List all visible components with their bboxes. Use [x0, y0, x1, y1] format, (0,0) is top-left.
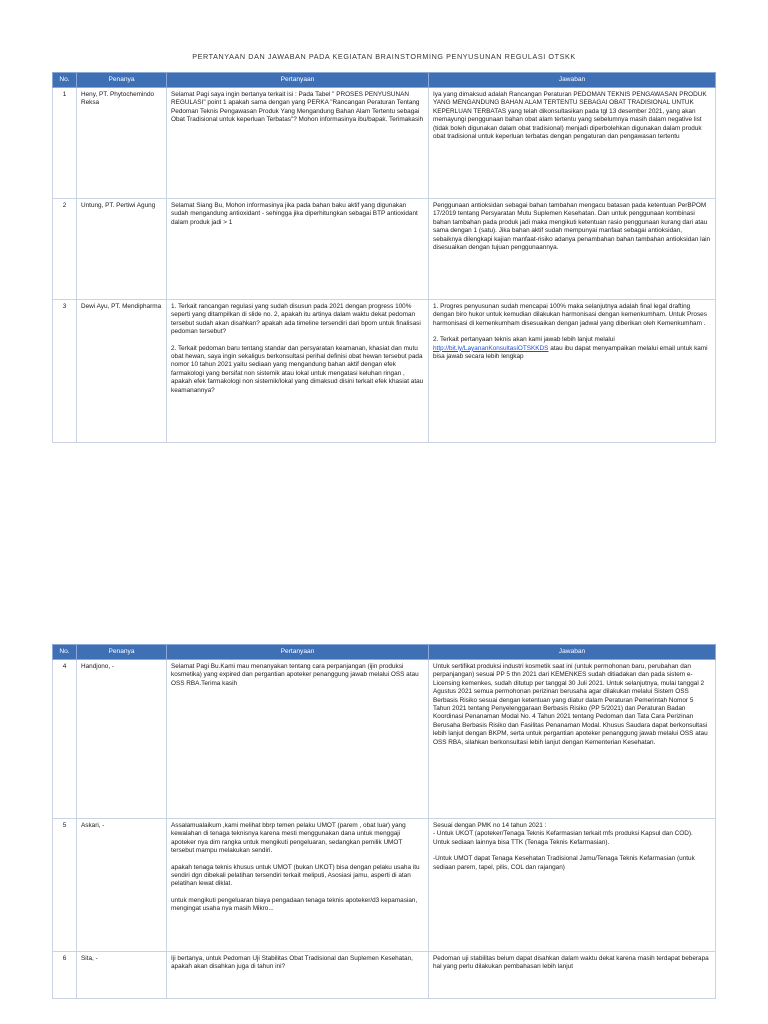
- table-header-row: [53, 73, 716, 88]
- table-row: [53, 660, 716, 819]
- document-title: PERTANYAAN DAN JAWABAN PADA KEGIATAN BRAINSTORMING PENYUSUNAN REGULASI OTSKK: [192, 52, 576, 61]
- asker-cell: Askari, -: [77, 819, 167, 952]
- table-row: [53, 952, 716, 999]
- asker-cell: Sita, -: [77, 952, 167, 999]
- row-number: 4: [53, 660, 77, 819]
- asker-cell: Handjono, -: [77, 660, 167, 819]
- question-cell: [167, 300, 429, 443]
- row-number: 1: [53, 88, 77, 199]
- question-text: Assalamualaikum ,kami melihat bbrp temen pelaku UMOT (parem , obat luar) yang kewalahan di tenaga teknisnya karena mesti menggunakan dana untuk menggaji apoteker nya dim rangka untuk mengikuti pengeluaran, sedangkan pemilik UMOT tersebut mampu melakukan sendiri.: [171, 822, 408, 855]
- row-number: 2: [53, 199, 77, 300]
- header-jawaban: Jawaban: [429, 645, 716, 660]
- answer-cell: [429, 199, 716, 300]
- answer-cell: [429, 300, 716, 443]
- table-row: [53, 88, 716, 199]
- question-text: Iji bertanya, untuk Pedoman Uji Stabilitas Obat Tradisional dan Suplemen Kesehatan, apakah akan disahkan juga di tahun ini?: [171, 955, 415, 971]
- row-number: 3: [53, 300, 77, 443]
- asker-cell: Dewi Ayu, PT. Mendipharma: [77, 300, 167, 443]
- header-pertanyaan: Pertanyaan: [167, 73, 429, 88]
- header-no: No.: [53, 73, 77, 88]
- answer-text: Iya yang dimaksud adalah Rancangan Peraturan PEDOMAN TEKNIS PENGAWASAN PRODUK YANG MENGANDUNG BAHAN ALAM TERTENTU SEBAGAI OBAT TRADISIONAL UNTUK KEPERLUAN TERBATAS yang telah dikonsultasikan pada tgl 13 desember 2021, yang akan memayungi penggunaan bahan obat alam tertentu yang sebelumnya masih dalam negative list (tidak boleh digunakan dalam obat tradisional) menjadi diperbolehkan digunakan dalam produk obat tradisional untuk keperluan terbatas dengan pengaturan dan pengawasan tertentu: [433, 91, 709, 141]
- answer-text: Untuk sertifikat produksi industri kosmetik saat ini (untuk permohonan baru, perubahan dan perpanjangan) sesuai PP 5 thn 2021 dari KEMENKES sudah ditiadakan dan pada sistem e-Licensing kemenkes, sudah ditutup per tanggal 30 Juli 2021. Untuk selanjutnya, mulai tanggal 2 Agustus 2021 semua permohonan perizinan berusaha agar dilakukan melalui Sistem OSS Berbasis Risiko sesuai dengan ketentuan yang diatur dalam Peraturan Pemerintah Nomor 5 Tahun 2021 tentang Penyelenggaraan Berbasis Risiko (PP 5/2021) dan Peraturan Badan Koordinasi Penanaman Modal No. 4 Tahun 2021 tentang Pedoman dan Tata Cara Perizinan Berusaha Berbasis Risiko dan Fasilitas Penanaman Modal. Khusus Saudara dapat berkonsultasi lebih lanjut dengan BKPM, serta untuk pergantian apoteker penanggung jawab melalui OSS atau OSS RBA, silahkan berkonsultasi lebih lanjut dengan Kementerian Kesehatan.: [433, 663, 710, 746]
- header-jawaban: Jawaban: [429, 73, 716, 88]
- qa-table-page-1: [52, 72, 716, 443]
- header-no: No.: [53, 645, 77, 660]
- question-cell: [167, 819, 429, 952]
- question-text: 2. Terkait pedoman baru tentang standar dan persyaratan keamanan, khasiat dan mutu obat hewan, saya ingin sekaligus berkonsultasi perihal definisi obat hewan tersebut pada nomor 10 tahun 2021 yaitu sediaan yang mengandung bahan aktif dengan efek farmakologi yang bersifat non sistemik atau lokal untuk mengatasi keluhan ringan , apakah efek farmakologi non sistemik/lokal yang dimaksud disini terkait efek khasiat atau keamanannya?: [171, 344, 425, 394]
- header-penanya: Penanya: [77, 645, 167, 660]
- consultation-link[interactable]: http://bit.ly/LayananKonsultasiOTSKKDS: [433, 344, 549, 352]
- question-text: apakah tenaga teknis khusus untuk UMOT (bukan UKOT) bisa dengan pelaku usaha itu sendiri dgn dibekali pelatihan tersendiri terkait meliputi, Asosiasi jamu, asperti di atan pelatihan lewat diklat.: [171, 863, 422, 888]
- question-cell: [167, 660, 429, 819]
- answer-cell: [429, 88, 716, 199]
- row-number: 6: [53, 952, 77, 999]
- answer-text: -Untuk UMOT dapat Tenaga Kesehatan Tradisional Jamu/Tenaga Teknis Kefarmasian (untuk sediaan parem, tapel, pilis, COL dan rajangan): [433, 855, 697, 871]
- table-header-row: [53, 645, 716, 660]
- question-cell: [167, 199, 429, 300]
- table-row: [53, 300, 716, 443]
- question-text: Selamat Siang Bu, Mohon informasinya jika pada bahan baku aktif yang digunakan sudah mengandung antioxidant - sehingga jika diperhitungkan sebagai BTP antioxidant dalam produk jadi > 1: [171, 202, 420, 226]
- qa-table-page-2: [52, 644, 716, 999]
- asker-cell: Heny, PT. Phytochemindo Reksa: [77, 88, 167, 199]
- header-penanya: Penanya: [77, 73, 167, 88]
- answer-text-before-link: 2. Terkait pertanyaan teknis akan kami jawab lebih lanjut melalui: [433, 336, 615, 344]
- answer-text: [433, 336, 711, 361]
- asker-cell: Untung, PT. Pertiwi Agung: [77, 199, 167, 300]
- answer-text: Penggunaan antioksidan sebagai bahan tambahan mengacu batasan pada ketentuan PerBPOM 17/2019 tentang Persyaratan Mutu Suplemen Kesehatan. Dan untuk penggunaan kombinasi bahan tambahan pada produk jadi maka mengikuti ketentuan rasio penggunaan kurang dari atau sama dengan 1 (satu). Jika bahan aktif sudah mempunyai manfaat sebagai antioksidan, sebaiknya dilengkapi kajian manfaat-risiko adanya penambahan bahan tambahan antioksidan lain disesuaikan dengan tujuan penggunaannya.: [433, 202, 712, 252]
- answer-cell: [429, 660, 716, 819]
- table-row: [53, 819, 716, 952]
- answer-cell: [429, 819, 716, 952]
- question-cell: [167, 88, 429, 199]
- answer-cell: [429, 952, 716, 999]
- answer-text: Sesuai dengan PMK no 14 tahun 2021 : - Untuk UKOT (apoteker/Tenaga Teknis Kefarmasian terkait mfs produksi Kapsul dan COD). Untuk sediaan lainnya bisa TTK (Tenaga Teknis Kefarmasian).: [433, 822, 693, 846]
- question-cell: [167, 952, 429, 999]
- row-number: 5: [53, 819, 77, 952]
- question-text: Selamat Pagi Bu.Kami mau menanyakan tentang cara perpanjangan (ijin produksi kosmetika) yang expired dan pergantian apoteker penanggung jawab melalui OSS atau OSS RBA.Terima kasih: [171, 663, 421, 687]
- header-pertanyaan: Pertanyaan: [167, 645, 429, 660]
- answer-text: Pedoman uji stabilitas belum dapat disahkan dalam waktu dekat karena masih terdapat beberapa hal yang perlu dilakukan pembahasan lebih lanjut: [433, 955, 711, 971]
- answer-text-after-link: atau ibu dapat menyampaikan melalui email untuk kami bisa jawab secara lebih lengkap: [433, 344, 710, 361]
- table-row: [53, 199, 716, 300]
- question-text: Selamat Pagi saya ingin bertanya terkait isi : Pada Tabel " PROSES PENYUSUNAN REGULASI" point 1 apakah sama dengan yang PERKA "Rancangan Peraturan Tentang Pedoman Teknis Pengawasan Produk Yang Mengandung Bahan Alam Tertentu sebagai Obat Tradisional untuk keperluan Terbatas"? Mohon informasinya ibu/bapak. Terimakasih: [171, 91, 424, 124]
- question-text: 1. Terkait rancangan regulasi yang sudah disusun pada 2021 dengan progress 100% seperti yang ditampilkan di slide no. 2, apakah itu artinya dalam waktu dekat pedoman tersebut sudah akan disahkan? apakah ada timeline tersendiri dari bpom untuk finalisasi pedoman tersebut?: [171, 303, 423, 336]
- answer-text: 1. Progres penyusunan sudah mencapai 100% maka selanjutnya adalah final legal drafting dengan biro hukor untuk kemudian dilakukan harmonisasi dengan kemenkumham. Untuk Proses harmonisasi di kemenkumham disesuaikan dengan jadwal yang diberikan oleh Kemenkumham .: [433, 303, 709, 327]
- question-text: untuk mengikuti pengeluaran biaya pengadaan tenaga teknis apoteker/d3 kepamasian, mengingat usaha nya masih Mikro...: [171, 896, 419, 913]
